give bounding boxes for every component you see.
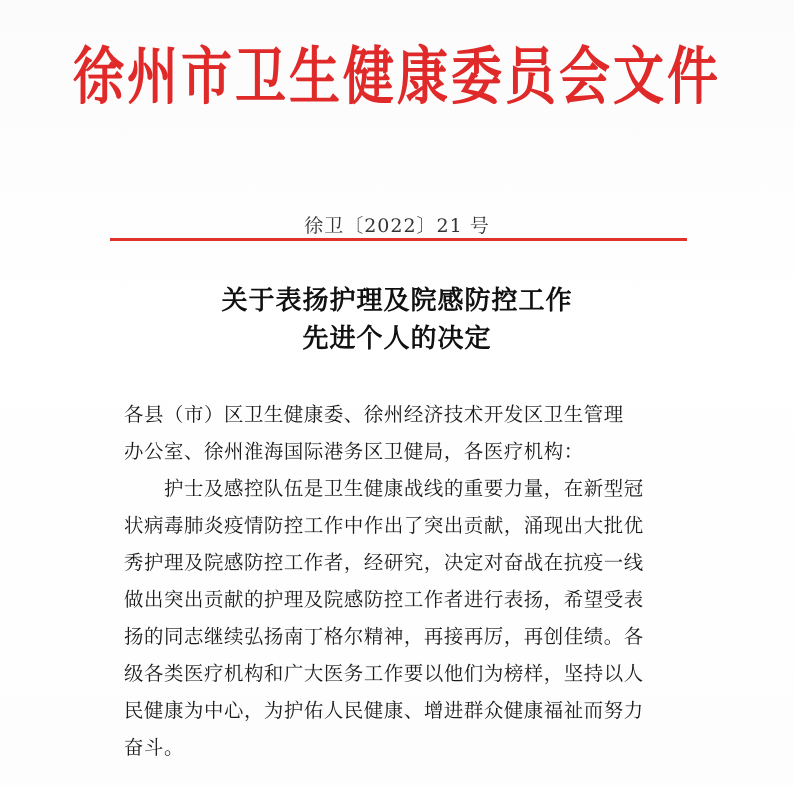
body-line-7: 扬的同志继续弘扬南丁格尔精神，再接再厉，再创佳绩。各: [124, 625, 644, 648]
body-line-10: 奋斗。: [124, 736, 184, 759]
body-line-8: 级各类医疗机构和广大医务工作要以他们为榜样，坚持以人: [124, 662, 644, 685]
body-line-4: 状病毒肺炎疫情防控工作中作出了突出贡献，涌现出大批优: [124, 514, 644, 537]
body-line-9: 民健康为中心，为护佑人民健康、增进群众健康福祉而努力: [124, 699, 644, 722]
document-number: 徐卫〔2022〕21 号: [304, 215, 490, 237]
body-line-2: 办公室、徐州淮海国际港务区卫健局，各医疗机构：: [124, 440, 584, 463]
issuer-header-title: 徐州市卫生健康委员会文件: [72, 41, 721, 114]
document-title-line-1: 关于表扬护理及院感防控工作: [221, 286, 573, 316]
red-divider-line: [110, 238, 687, 241]
document-title-line-2: 先进个人的决定: [302, 324, 492, 354]
body-line-5: 秀护理及院感防控工作者，经研究，决定对奋战在抗疫一线: [124, 551, 644, 574]
body-line-3: 护士及感控队伍是卫生健康战线的重要力量，在新型冠: [124, 477, 644, 500]
body-line-6: 做出突出贡献的护理及院感防控工作者进行表扬，希望受表: [124, 588, 644, 611]
body-line-1: 各县（市）区卫生健康委、徐州经济技术开发区卫生管理: [124, 403, 624, 426]
